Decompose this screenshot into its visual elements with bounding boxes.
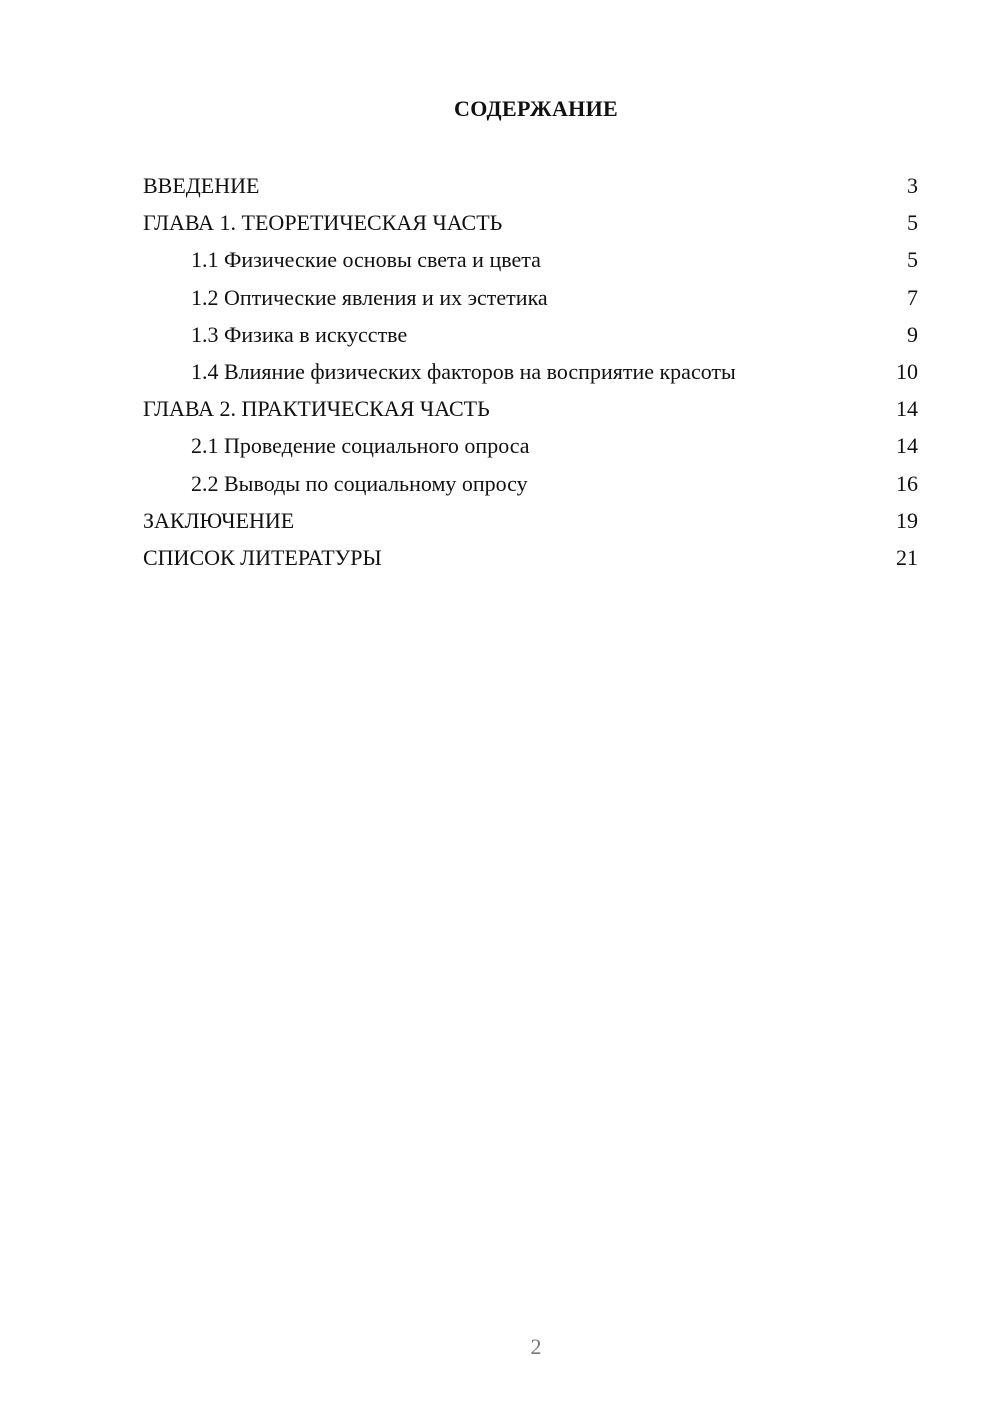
toc-item-page: 5 — [907, 210, 918, 236]
toc-item-label: ВВЕДЕНИЕ — [143, 173, 260, 198]
table-of-contents — [143, 167, 918, 576]
toc-item-page: 10 — [896, 358, 918, 384]
toc-item-label: ГЛАВА 2. ПРАКТИЧЕСКАЯ ЧАСТЬ — [143, 396, 490, 422]
toc-title: СОДЕРЖАНИЕ — [454, 96, 618, 121]
page-number: 2 — [530, 1334, 542, 1359]
toc-item-label: 1.2 Оптические явления и их эстетика — [191, 284, 548, 310]
toc-item-section-1-1[interactable] — [143, 241, 918, 278]
toc-item-label: 1.4 Влияние физических факторов на восприятие красоты — [191, 358, 736, 384]
toc-item-label: 2.2 Выводы по социальному опросу — [191, 470, 528, 496]
toc-item-label: 1.3 Физика в искусстве — [191, 321, 408, 347]
toc-item-references[interactable] — [143, 539, 918, 576]
toc-item-page: 9 — [907, 321, 918, 347]
toc-item-chapter-2[interactable] — [143, 390, 918, 427]
toc-item-conclusion[interactable] — [143, 502, 918, 539]
toc-item-section-1-2[interactable] — [143, 279, 918, 316]
toc-item-page: 21 — [896, 544, 918, 570]
toc-item-introduction[interactable] — [143, 167, 918, 204]
toc-item-section-1-4[interactable] — [143, 353, 918, 390]
toc-item-section-1-3[interactable] — [143, 316, 918, 353]
toc-item-page: 19 — [896, 507, 918, 533]
toc-item-label: ЗАКЛЮЧЕНИЕ — [143, 507, 295, 533]
toc-item-label: СПИСОК ЛИТЕРАТУРЫ — [143, 544, 382, 570]
toc-item-section-2-1[interactable] — [143, 427, 918, 464]
toc-item-label: ГЛАВА 1. ТЕОРЕТИЧЕСКАЯ ЧАСТЬ — [143, 210, 503, 236]
toc-item-label: 2.1 Проведение социального опроса — [191, 433, 530, 459]
toc-item-label: 1.1 Физические основы света и цвета — [191, 247, 541, 273]
toc-item-page: 5 — [907, 247, 918, 273]
toc-item-page: 14 — [896, 433, 918, 459]
toc-item-page: 7 — [907, 284, 918, 310]
toc-item-page: 16 — [896, 470, 918, 496]
toc-item-section-2-2[interactable] — [143, 465, 918, 502]
toc-item-page: 14 — [896, 396, 918, 422]
toc-item-page: 3 — [907, 173, 918, 198]
toc-item-chapter-1[interactable] — [143, 204, 918, 241]
